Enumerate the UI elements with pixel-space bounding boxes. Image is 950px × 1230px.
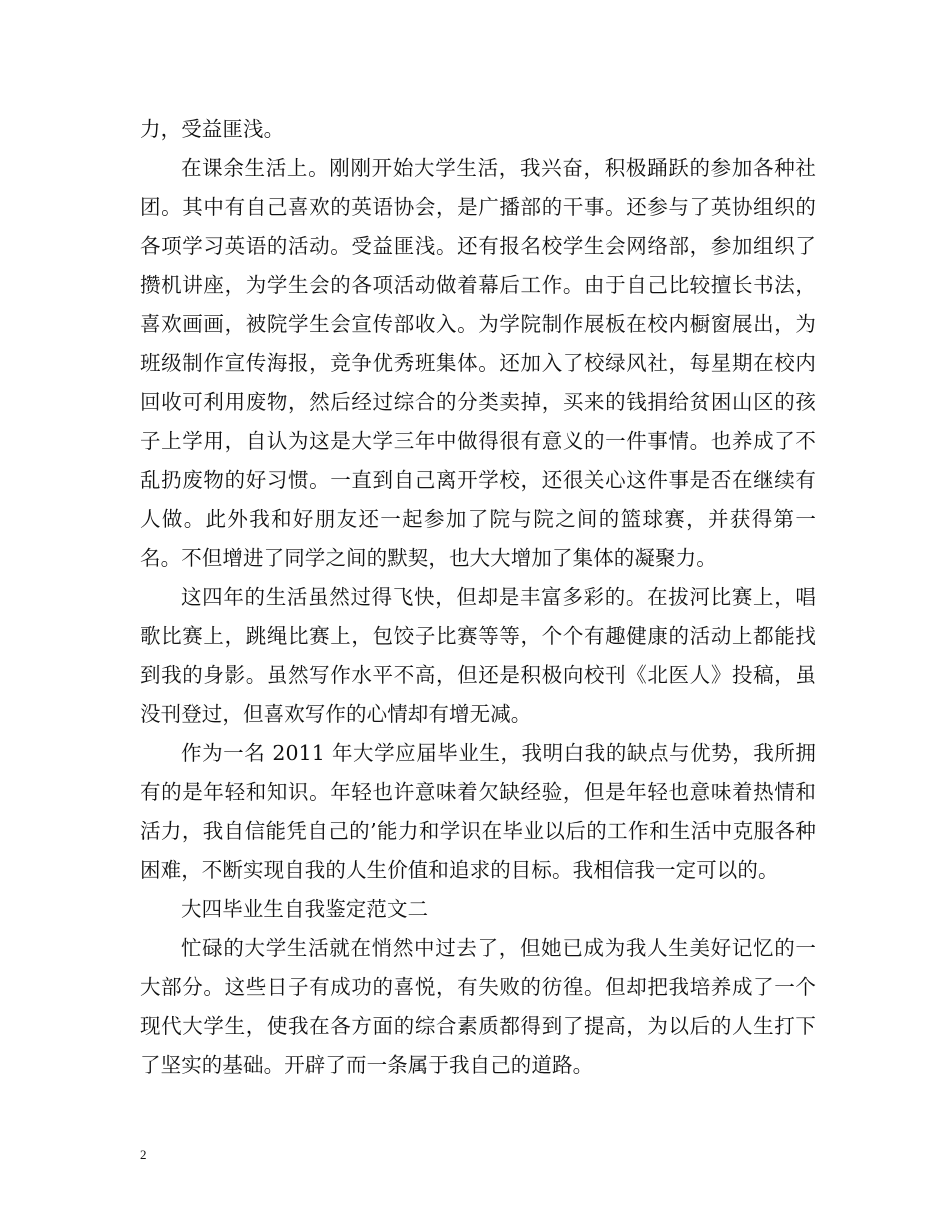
paragraph-extracurricular: 在课余生活上。刚刚开始大学生活，我兴奋，积极踊跃的参加各种社团。其中有自己喜欢的英语协会，是广播部的干事。还参与了英协组织的各项学习英语的活动。受益匪浅。还有报名校学生会网络部，参加组织了攒机讲座，为学生会的各项活动做着幕后工作。由于自己比较擅长书法，喜欢画画，被院学生会宣传部收入。为学院制作展板在校内橱窗展出，为班级制作宣传海报，竞争优秀班集体。还加入了校绿风社，每星期在校内回收可利用废物，然后经过综合的分类卖掉，买来的钱捐给贫困山区的孩子上学用，自认为这是大学三年中做得很有意义的一件事情。也养成了不乱扔废物的好习惯。一直到自己离开学校，还很关心这件事是否在继续有人做。此外我和好朋友还一起参加了院与院之间的篮球赛，并获得第一名。不但增进了同学之间的默契，也大大增加了集体的凝聚力。 xyxy=(140,156,816,570)
section-heading: 大四毕业生自我鉴定范文二 xyxy=(181,897,429,921)
paragraph-busy-college-life: 忙碌的大学生活就在悄然中过去了，但她已成为我人生美好记忆的一大部分。这些日子有成功的喜悦，有失败的彷徨。但却把我培养成了一个现代大学生，使我在各方面的综合素质都得到了提高，为以后的人生打下了坚实的基础。开辟了而一条属于我自己的道路。 xyxy=(140,936,816,1077)
document-body xyxy=(140,110,816,1085)
page-number: 2 xyxy=(140,1147,147,1162)
paragraph-graduate-self-assessment: 作为一名 2011 年大学应届毕业生，我明白我的缺点与优势，我所拥有的是年轻和知识。年轻也许意味着欠缺经验，但是年轻也意味着热情和活力，我自信能凭自己的’能力和学识在毕业以后的工作和生活中克服各种困难，不断实现自我的人生价值和追求的目标。我相信我一定可以的。 xyxy=(140,741,816,882)
paragraph-continuation: 力，受益匪浅。 xyxy=(140,117,285,141)
paragraph-four-years: 这四年的生活虽然过得飞快，但却是丰富多彩的。在拔河比赛上，唱歌比赛上，跳绳比赛上，包饺子比赛等等，个个有趣健康的活动上都能找到我的身影。虽然写作水平不高，但还是积极向校刊《北医人》投稿，虽没刊登过，但喜欢写作的心情却有增无减。 xyxy=(140,585,816,726)
